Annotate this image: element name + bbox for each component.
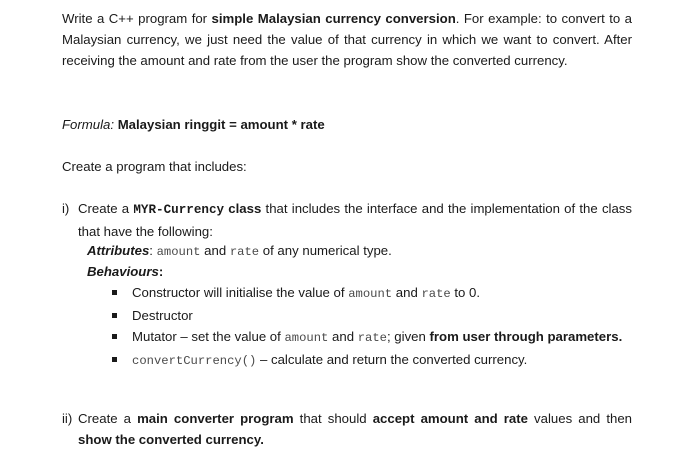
create-intro: Create a program that includes: bbox=[62, 159, 247, 174]
attributes-code-amount: amount bbox=[156, 245, 201, 259]
formula-line bbox=[62, 114, 632, 135]
behaviours-line bbox=[87, 261, 632, 282]
constructor-text-1: Constructor will initialise the value of bbox=[132, 285, 349, 300]
item-1-class-word: class bbox=[224, 201, 262, 216]
constructor-code-rate: rate bbox=[421, 287, 451, 301]
item-1-text-2: that includes the interface and the implementation of the class that have the following: bbox=[78, 201, 632, 239]
mutator-code-rate: rate bbox=[357, 331, 387, 345]
constructor-tail: to 0. bbox=[450, 285, 481, 300]
item-2-bold-3: show the converted currency bbox=[78, 432, 261, 447]
item-2-bold-1: main converter program bbox=[137, 411, 294, 426]
bullet-icon bbox=[112, 290, 117, 295]
intro-bold-topic: simple Malaysian currency conversion bbox=[211, 11, 456, 26]
mutator-tail: . bbox=[618, 329, 623, 344]
attributes-code-rate: rate bbox=[229, 245, 260, 259]
mutator-code-amount: amount bbox=[284, 331, 329, 345]
item-1-text-1: Create a bbox=[78, 201, 134, 216]
intro-text-1: Write a C++ program for bbox=[62, 11, 212, 26]
list-item-convert bbox=[112, 349, 632, 372]
item-2-text-3: values and then bbox=[527, 411, 633, 426]
item-2-bold-2: accept amount and rate bbox=[372, 411, 528, 426]
mutator-bold: from user through parameters bbox=[429, 329, 619, 344]
item-1-body bbox=[78, 198, 632, 242]
constructor-and: and bbox=[392, 285, 422, 300]
attributes-and: and bbox=[200, 243, 230, 258]
formula-label: Formula: bbox=[62, 117, 115, 132]
intro-text-2: . For example: to convert to a Malaysian currency, we just need the value of that currency in which we want to convert. After receiving the amount and rate from the user the program show the converted currency. bbox=[62, 11, 632, 68]
convert-code: convertCurrency() bbox=[132, 354, 257, 368]
bullet-icon bbox=[112, 334, 117, 339]
list-item-mutator bbox=[112, 326, 632, 349]
mutator-text-2: ; given bbox=[386, 329, 430, 344]
item-2-text-1: Create a bbox=[78, 411, 138, 426]
attributes-tail: of any numerical type. bbox=[259, 243, 392, 258]
item-2-text-2: that should bbox=[293, 411, 373, 426]
mutator-text-1: Mutator – set the value of bbox=[132, 329, 285, 344]
attributes-label: Attributes bbox=[87, 243, 150, 258]
bullet-icon bbox=[112, 313, 117, 318]
item-2-tail: . bbox=[260, 432, 264, 447]
convert-tail: – calculate and return the converted currency. bbox=[256, 352, 528, 367]
behaviours-colon: : bbox=[158, 264, 164, 279]
requirement-item-2 bbox=[62, 408, 632, 450]
attributes-line bbox=[87, 240, 632, 263]
constructor-code-amount: amount bbox=[348, 287, 393, 301]
item-2-body bbox=[78, 408, 632, 450]
bullet-icon bbox=[112, 357, 117, 362]
formula-text: Malaysian ringgit = amount * rate bbox=[114, 117, 325, 132]
attributes-colon: : bbox=[149, 243, 157, 258]
list-item-destructor bbox=[112, 305, 632, 326]
item-1-class-code: MYR-Currency bbox=[133, 203, 225, 217]
item-2-number: ii) bbox=[62, 411, 73, 426]
intro-paragraph bbox=[62, 8, 632, 71]
behaviours-list bbox=[112, 282, 632, 372]
mutator-and: and bbox=[328, 329, 358, 344]
requirement-item-1 bbox=[62, 198, 632, 242]
behaviours-label: Behaviours bbox=[87, 264, 159, 279]
destructor-text: Destructor bbox=[132, 308, 193, 323]
item-1-number: i) bbox=[62, 201, 70, 216]
list-item-constructor bbox=[112, 282, 632, 305]
